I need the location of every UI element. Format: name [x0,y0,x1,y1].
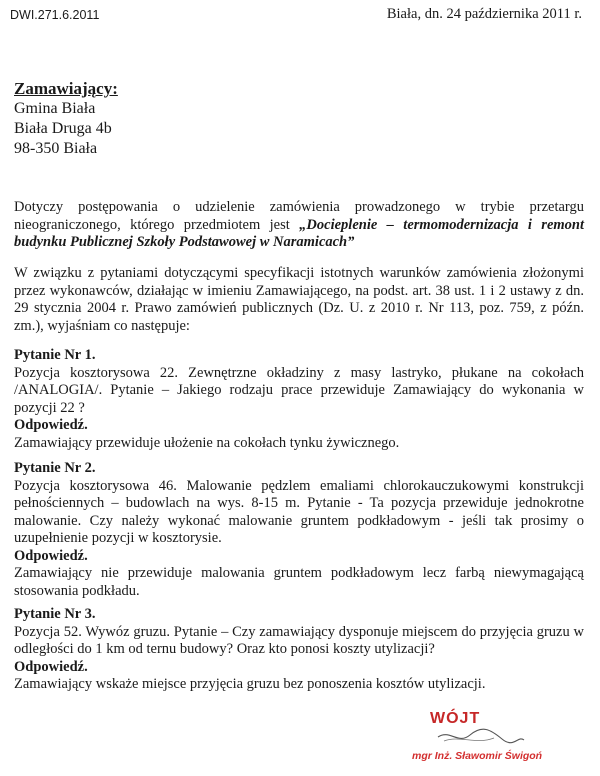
question-text: Pozycja kosztorysowa 22. Zewnętrzne okładziny z masy lastryko, płukane na cokołach /ANALOGIA/. Pytanie – Jakiego rodzaju prace przewiduje Zamawiający do wykonania w pozycji 22 ? [14,364,584,416]
address-line: 98-350 Biała [14,140,98,157]
question-heading: Pytanie Nr 3. [14,606,96,622]
answer-heading: Odpowiedź. [14,658,88,675]
answer-heading: Odpowiedź. [14,417,88,433]
answer-text: Zamawiający przewiduje ułożenie na cokołach tynku żywicznego. [14,434,400,451]
answer-heading: Odpowiedź. [14,547,88,564]
stamp-title: WÓJT [430,710,481,727]
contracting-authority-block [14,79,118,159]
question-heading: Pytanie Nr 2. [14,460,96,476]
intro-paragraph: W związku z pytaniami dotyczącymi specyfikacji istotnych warunków zamówienia złożonymi przez wykonawców, działając w imieniu Zamawiającego, na podst. art. 38 ust. 1 i 2 ustawy z dn. 29 stycznia 2004 r. Prawo zamówień publicznych (Dz. U. z 2010 r. Nr 113, poz. 759, z późn. zm.), wyjaśniam co następuje: [14,265,584,334]
question-text: Pozycja kosztorysowa 46. Malowanie pędzlem emaliami chlorokauczukowymi konstrukcji pełnościennych – budowlach na wys. 8-15 m. Pytanie - Ta pozycja przewiduje jednokrotne malowanie. Czy należy wykonać malowanie gruntem podkładowym - jeśli tak prosimy o uzupełnienie pozycji w kosztorysie. [14,477,584,546]
document-reference: DWI.271.6.2011 [10,8,100,22]
question-text: Pozycja 52. Wywóz gruzu. Pytanie – Czy zamawiający dysponuje miejscem do przyjęcia gruzu w odległości do 1 km od ternu budowy? Oraz kto ponosi koszty utylizacji? [14,623,584,657]
question-3 [14,606,584,694]
question-1 [14,347,584,452]
address-line: Biała Druga 4b [14,120,112,137]
address-line: Gmina Biała [14,100,96,117]
subject-title: „Docieplenie – termomodernizacja i remont budynku Publicznej Szkoły Podstawowej w Naramicach” [14,216,584,250]
question-2 [14,460,584,600]
subject-text: Dotyczy postępowania o udzielenie zamówienia prowadzonego w trybie przetargu nieograniczonego, którego przedmiotem jest [14,199,584,233]
contracting-authority-heading: Zamawiający: [14,79,118,98]
answer-text: Zamawiający wskaże miejsce przyjęcia gruzu bez ponoszenia kosztów utylizacji. [14,676,486,692]
stamp-name: mgr Inż. Sławomir Świgoń [412,750,543,762]
answer-text: Zamawiający nie przewiduje malowania gruntem podkładowym lecz farbą niewymagającą stosowania podkładu. [14,565,584,599]
subject-paragraph [14,199,584,252]
place-date: Biała, dn. 24 października 2011 r. [386,6,582,22]
question-heading: Pytanie Nr 1. [14,347,96,363]
